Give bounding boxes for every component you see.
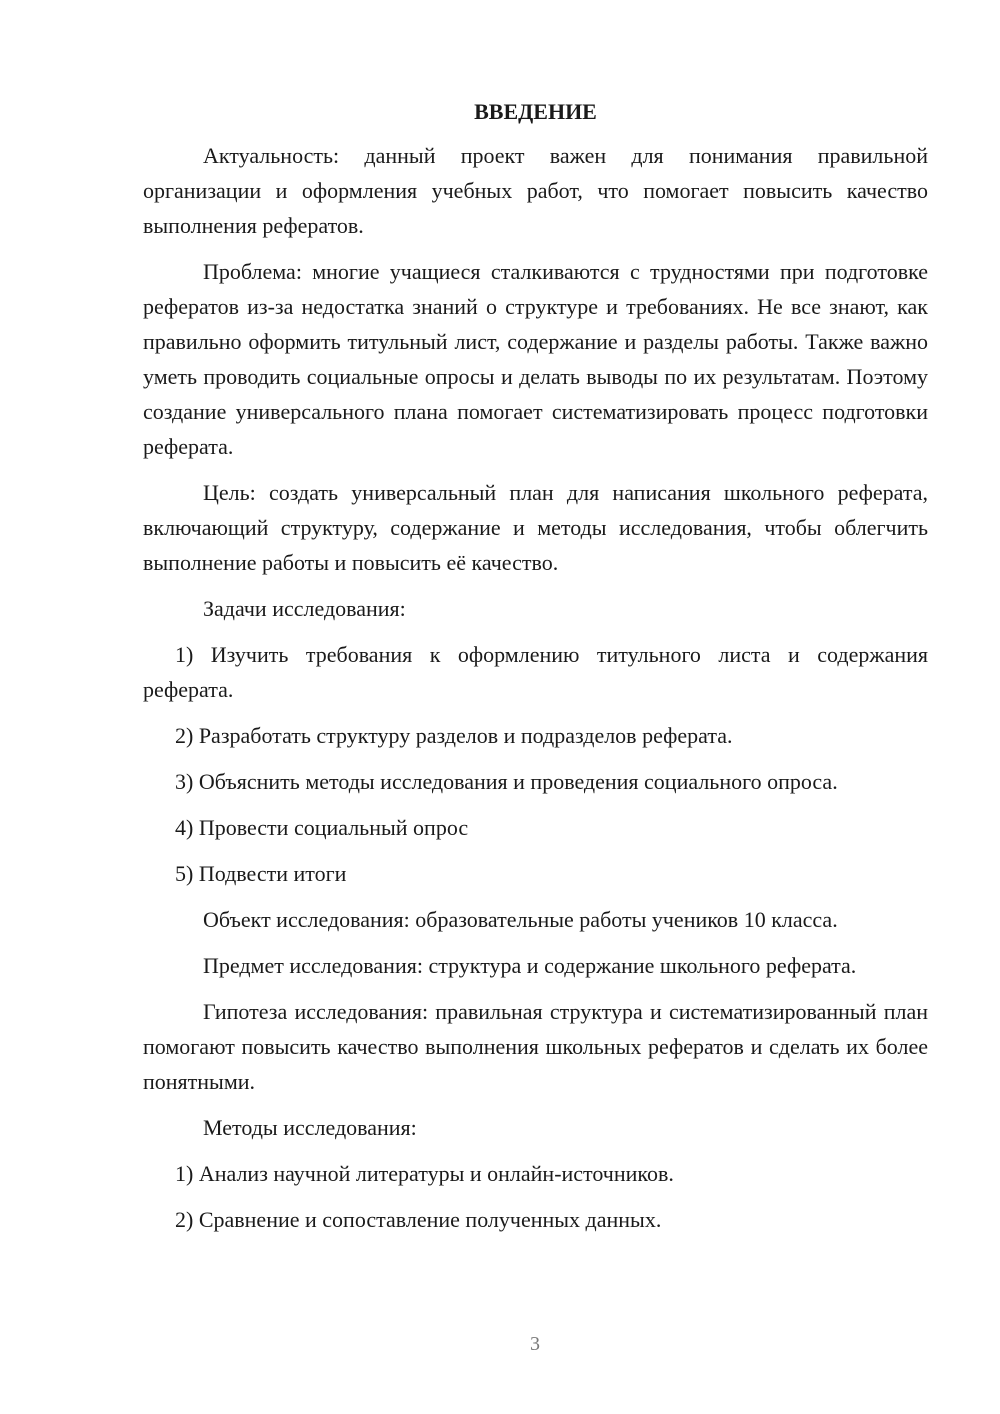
object-paragraph: Объект исследования: образовательные работы учеников 10 класса. xyxy=(203,907,838,932)
tasks-heading: Задачи исследования: xyxy=(203,596,406,621)
page-title: ВВЕДЕНИЕ xyxy=(474,99,597,124)
method-item-2: 2) Сравнение и сопоставление полученных данных. xyxy=(175,1207,662,1232)
problem-paragraph: Проблема: многие учащиеся сталкиваются с трудностями при подготовке рефератов из-за недостатка знаний о структуре и требованиях. Не все знают, как правильно оформить титульный лист, содержание и разделы работы. Также важно уметь проводить социальные опросы и делать выводы по их результатам. Поэтому создание универсального плана помогает систематизировать процесс подготовки реферата. xyxy=(143,259,928,459)
task-item-3: 3) Объяснить методы исследования и проведения социального опроса. xyxy=(175,769,838,794)
method-item-1: 1) Анализ научной литературы и онлайн-источников. xyxy=(175,1161,674,1186)
methods-heading: Методы исследования: xyxy=(203,1115,417,1140)
task-item-5: 5) Подвести итоги xyxy=(175,861,347,886)
subject-paragraph: Предмет исследования: структура и содержание школьного реферата. xyxy=(203,953,857,978)
hypothesis-paragraph: Гипотеза исследования: правильная структура и систематизированный план помогают повысить качество выполнения школьных рефератов и сделать их более понятными. xyxy=(143,999,928,1094)
page-number: 3 xyxy=(530,1333,540,1355)
document-page xyxy=(143,94,928,1248)
task-item-2: 2) Разработать структуру разделов и подразделов реферата. xyxy=(175,723,733,748)
relevance-paragraph: Актуальность: данный проект важен для понимания правильной организации и оформления учебных работ, что помогает повысить качество выполнения рефератов. xyxy=(143,143,928,238)
goal-paragraph: Цель: создать универсальный план для написания школьного реферата, включающий структуру, содержание и методы исследования, чтобы облегчить выполнение работы и повысить её качество. xyxy=(143,480,928,575)
task-item-1: 1) Изучить требования к оформлению титульного листа и содержания реферата. xyxy=(143,642,928,702)
task-item-4: 4) Провести социальный опрос xyxy=(175,815,469,840)
